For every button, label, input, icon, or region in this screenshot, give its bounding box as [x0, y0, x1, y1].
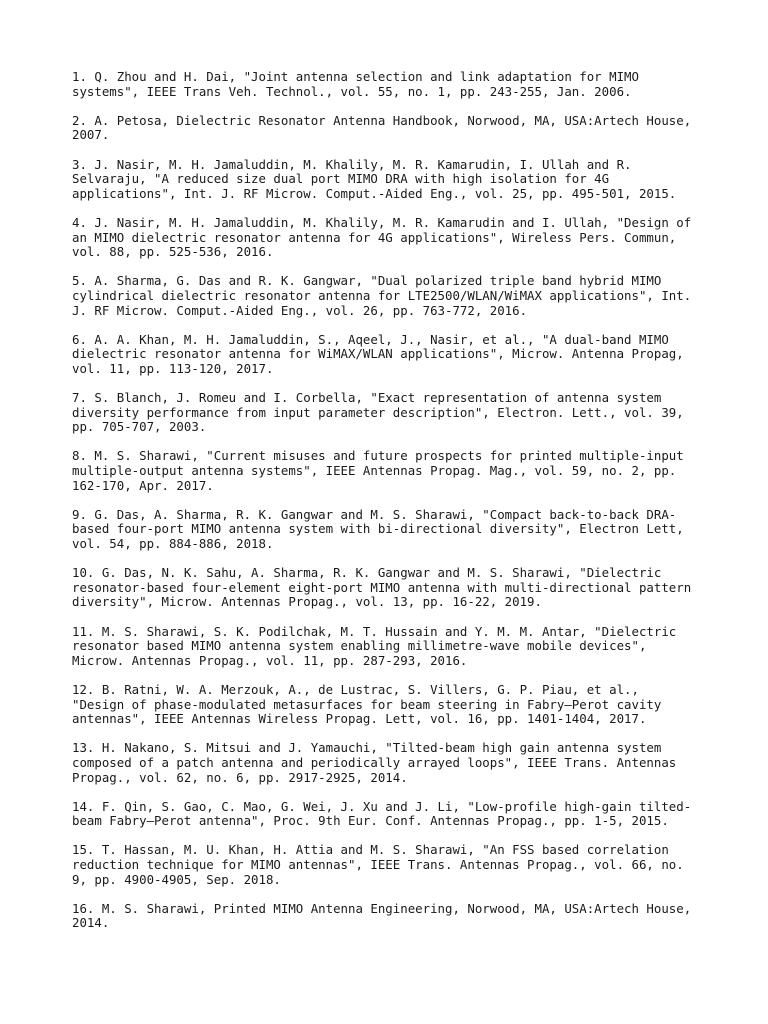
reference-line: 162-170, Apr. 2017.: [72, 477, 214, 493]
reference-item-5: [72, 274, 712, 318]
reference-line: "Design of phase-modulated metasurfaces for beam steering in Fabry–Perot cavity: [72, 696, 662, 712]
reference-line: resonator-based four-element eight-port MIMO antenna with multi-directional pattern: [72, 579, 692, 595]
reference-item-9: [72, 508, 712, 552]
reference-line: reduction technique for MIMO antennas", IEEE Trans. Antennas Propag., vol. 66, no.: [72, 857, 684, 873]
reference-item-6: [72, 333, 712, 377]
reference-line: 14. F. Qin, S. Gao, C. Mao, G. Wei, J. Xu and J. Li, "Low-profile high-gain tilted-: [72, 798, 692, 814]
reference-line: Microw. Antennas Propag., vol. 11, pp. 287-293, 2016.: [72, 652, 468, 668]
reference-line: 11. M. S. Sharawi, S. K. Podilchak, M. T. Hussain and Y. M. M. Antar, "Dielectric: [72, 623, 677, 639]
reference-line: an MIMO dielectric resonator antenna for 4G applications", Wireless Pers. Commun,: [72, 229, 677, 245]
reference-line: 16. M. S. Sharawi, Printed MIMO Antenna Engineering, Norwood, MA, USA:Artech House,: [72, 900, 692, 916]
reference-line: systems", IEEE Trans Veh. Technol., vol. 55, no. 1, pp. 243-255, Jan. 2006.: [72, 83, 632, 99]
reference-line: vol. 54, pp. 884-886, 2018.: [72, 536, 274, 551]
reference-line: composed of a patch antenna and periodically arrayed loops", IEEE Trans. Antennas: [72, 754, 677, 770]
reference-line: beam Fabry–Perot antenna", Proc. 9th Eur. Conf. Antennas Propag., pp. 1-5, 2015.: [72, 813, 669, 829]
reference-line: vol. 88, pp. 525-536, 2016.: [72, 244, 274, 260]
reference-line: dielectric resonator antenna for WiMAX/WLAN applications", Microw. Antenna Propag,: [72, 346, 684, 362]
reference-item-14: [72, 800, 712, 829]
reference-line: 2014.: [72, 915, 110, 931]
reference-line: 12. B. Ratni, W. A. Merzouk, A., de Lustrac, S. Villers, G. P. Piau, et al.,: [72, 681, 639, 697]
reference-item-11: [72, 625, 712, 669]
reference-line: J. RF Microw. Comput.-Aided Eng., vol. 26, pp. 763-772, 2016.: [72, 302, 528, 318]
reference-item-4: [72, 216, 712, 260]
reference-line: 3. J. Nasir, M. H. Jamaluddin, M. Khalily, M. R. Kamarudin, I. Ullah and R.: [72, 156, 632, 172]
reference-line: 7. S. Blanch, J. Romeu and I. Corbella, "Exact representation of antenna system: [72, 390, 662, 406]
reference-line: applications", Int. J. RF Microw. Comput.-Aided Eng., vol. 25, pp. 495-501, 2015.: [72, 185, 677, 201]
reference-line: vol. 11, pp. 113-120, 2017.: [72, 360, 274, 376]
reference-line: pp. 705-707, 2003.: [72, 419, 207, 435]
reference-item-3: [72, 158, 712, 202]
reference-item-8: [72, 449, 712, 493]
reference-line: Selvaraju, "A reduced size dual port MIMO DRA with high isolation for 4G: [72, 171, 610, 187]
reference-item-10: [72, 566, 712, 610]
reference-line: antennas", IEEE Antennas Wireless Propag. Lett, vol. 16, pp. 1401-1404, 2017.: [72, 711, 647, 727]
reference-line: 5. A. Sharma, G. Das and R. K. Gangwar, "Dual polarized triple band hybrid MIMO: [72, 273, 662, 289]
reference-line: 6. A. A. Khan, M. H. Jamaluddin, S., Aqeel, J., Nasir, et al., "A dual-band MIMO: [72, 331, 669, 347]
reference-line: 15. T. Hassan, M. U. Khan, H. Attia and M. S. Sharawi, "An FSS based correlation: [72, 842, 669, 858]
reference-line: diversity", Microw. Antennas Propag., vol. 13, pp. 16-22, 2019.: [72, 594, 542, 610]
reference-item-2: [72, 114, 712, 143]
reference-list: [72, 70, 712, 946]
reference-item-12: [72, 683, 712, 727]
reference-line: Propag., vol. 62, no. 6, pp. 2917-2925, 2014.: [72, 769, 408, 785]
reference-line: based four-port MIMO antenna system with bi-directional diversity", Electron Lett,: [72, 521, 684, 537]
reference-item-7: [72, 391, 712, 435]
reference-line: resonator based MIMO antenna system enabling millimetre-wave mobile devices",: [72, 638, 647, 654]
reference-line: 13. H. Nakano, S. Mitsui and J. Yamauchi, "Tilted-beam high gain antenna system: [72, 740, 662, 756]
reference-line: multiple-output antenna systems", IEEE Antennas Propag. Mag., vol. 59, no. 2, pp.: [72, 463, 677, 479]
reference-item-13: [72, 741, 712, 785]
reference-line: 4. J. Nasir, M. H. Jamaluddin, M. Khalily, M. R. Kamarudin and I. Ullah, "Design of: [72, 214, 692, 230]
reference-line: 9, pp. 4900-4905, Sep. 2018.: [72, 871, 281, 887]
reference-line: 2007.: [72, 127, 110, 143]
reference-line: 9. G. Das, A. Sharma, R. K. Gangwar and M. S. Sharawi, "Compact back-to-back DRA-: [72, 506, 677, 522]
reference-item-15: [72, 843, 712, 887]
reference-item-16: [72, 902, 712, 931]
reference-line: 8. M. S. Sharawi, "Current misuses and future prospects for printed multiple-input: [72, 448, 684, 464]
reference-line: 1. Q. Zhou and H. Dai, "Joint antenna selection and link adaptation for MIMO: [72, 69, 639, 84]
reference-item-1: [72, 70, 712, 99]
reference-line: diversity performance from input parameter description", Electron. Lett., vol. 39,: [72, 404, 684, 420]
reference-line: 10. G. Das, N. K. Sahu, A. Sharma, R. K. Gangwar and M. S. Sharawi, "Dielectric: [72, 565, 662, 581]
reference-line: 2. A. Petosa, Dielectric Resonator Antenna Handbook, Norwood, MA, USA:Artech House,: [72, 112, 692, 128]
reference-line: cylindrical dielectric resonator antenna for LTE2500/WLAN/WiMAX applications", Int.: [72, 287, 692, 303]
